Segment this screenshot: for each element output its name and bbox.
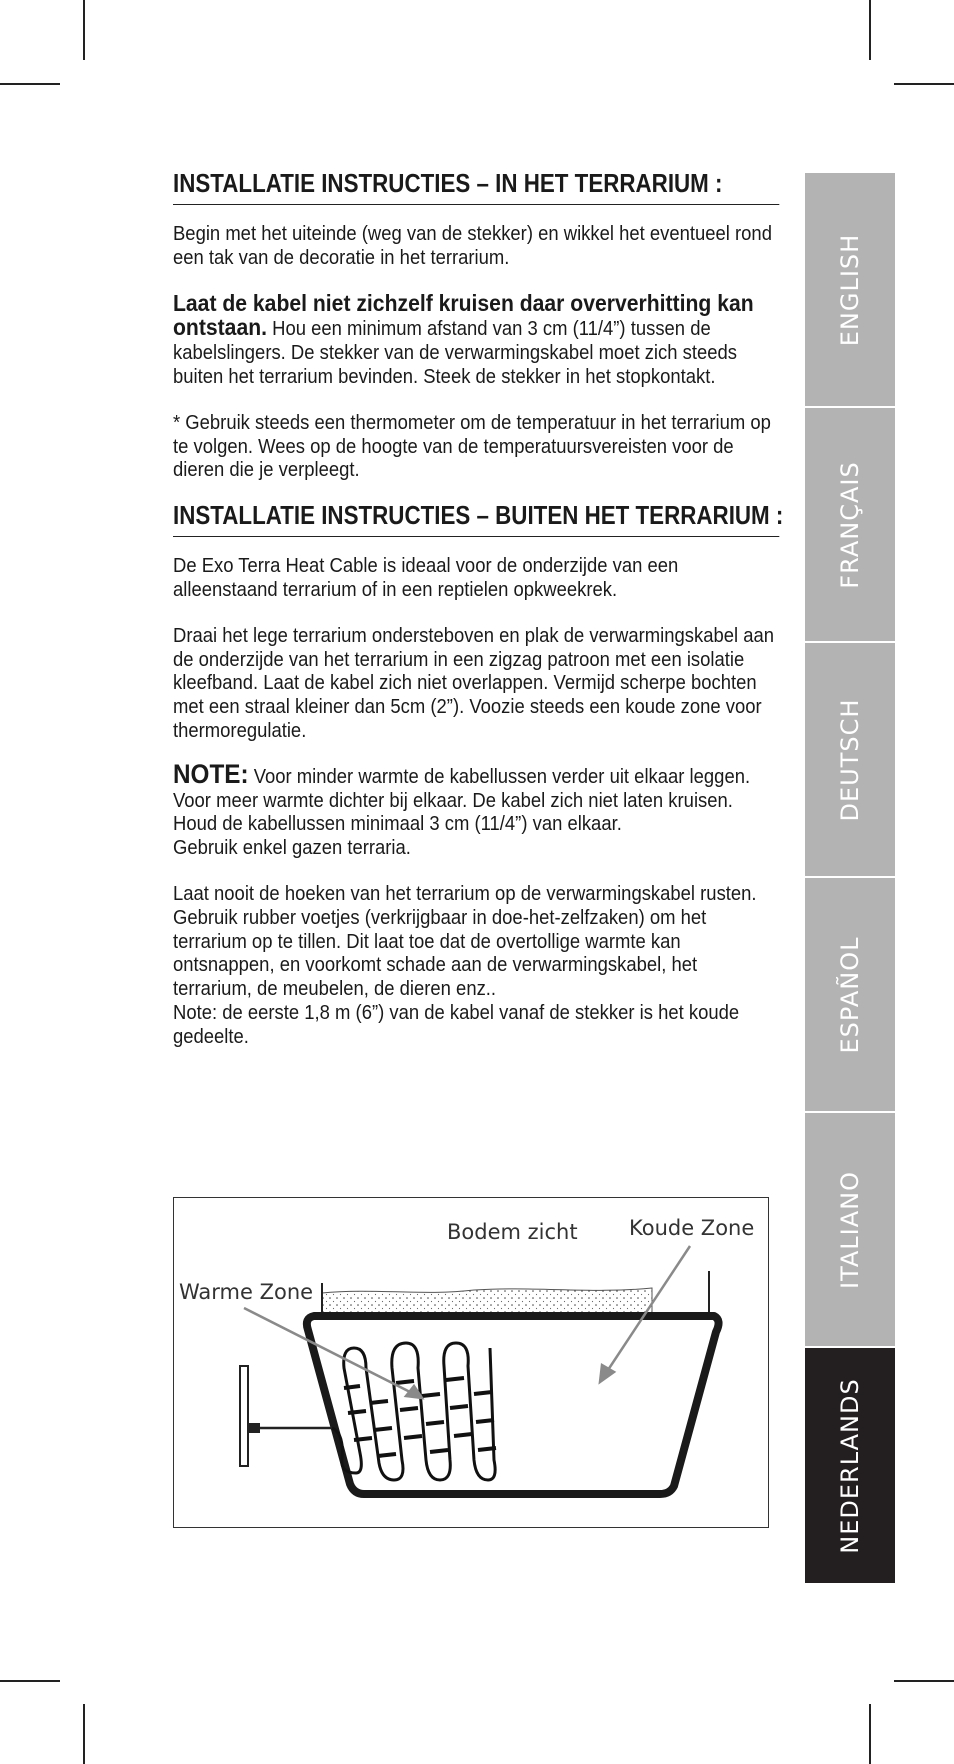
crop-mark	[83, 0, 85, 60]
crop-mark	[869, 1704, 871, 1764]
substrate	[322, 1288, 652, 1316]
paragraph: Draai het lege terrarium ondersteboven en plak de verwarmingskabel aan de onderzijde van het terrarium in een zigzag patroon met een isolatie kleefband. Laat de kabel zich niet overlappen. Vermijd scherpe bochten met een straal kleiner dan 5cm (2”). Voozie steeds een koude zone voor thermoregulatie.	[173, 623, 774, 742]
terrarium-illustration	[174, 1198, 770, 1529]
tank-outline	[307, 1316, 719, 1494]
crop-mark	[0, 1680, 60, 1682]
tab-francais[interactable]	[805, 408, 895, 643]
crop-mark	[869, 0, 871, 60]
section-heading-outside: INSTALLATIE INSTRUCTIES – BUITEN HET TERRARIUM :	[173, 500, 780, 537]
crop-mark	[83, 1704, 85, 1764]
terrarium-figure	[173, 1197, 769, 1528]
warning-bold: Laat de kabel niet zichzelf kruisen daar oververhitting kan ontstaan.	[173, 289, 754, 341]
paragraph-warning	[173, 289, 780, 389]
tab-label: ESPAÑOL	[836, 936, 864, 1053]
tab-label: ITALIANO	[836, 1170, 864, 1289]
language-tabs	[805, 173, 895, 1583]
paragraph-note-line2: Gebruik enkel gazen terraria.	[173, 836, 411, 860]
paragraph-note	[173, 758, 780, 836]
warning-text: Hou een minimum afstand van 3 cm (11/4”) tussen de kabelslingers. De stekker van de verwarmingskabel moet zich steeds buiten het terrarium bevinden. Steek de stekker in het stopkontakt.	[173, 317, 738, 388]
note-label: NOTE:	[173, 758, 249, 789]
label-cold-zone: Koude Zone	[629, 1216, 755, 1240]
section-heading-inside: INSTALLATIE INSTRUCTIES – IN HET TERRARIUM :	[173, 168, 780, 205]
label-warm-zone: Warme Zone	[179, 1280, 314, 1304]
tab-espanol[interactable]	[805, 878, 895, 1113]
paragraph: Laat nooit de hoeken van het terrarium op de verwarmingskabel rusten. Gebruik rubber voetjes (verkrijgbaar in doe-het-zelfzaken) om het terrarium op te tillen. Dit laat toe dat de overtollige warmte kan ontsnappen, en voorkomt schade aan de verwarmingskabel, het terrarium, de meubelen, de dieren enz..	[173, 881, 757, 1001]
paragraph-thermometer: * Gebruik steeds een thermometer om de temperatuur in het terrarium op te volgen. Wees op de hoogte van de temperatuursvereisten voor de dieren die je verpleegt.	[173, 410, 771, 482]
note-text: Voor minder warmte de kabellussen verder uit elkaar leggen. Voor meer warmte dichter bij elkaar. De kabel zich niet laten kruisen. Houd de kabellussen minimaal 3 cm (11/4”) van elkaar.	[173, 764, 751, 836]
crop-mark	[0, 83, 60, 85]
crop-mark	[894, 83, 954, 85]
paragraph: Begin met het uiteinde (weg van de stekker) en wikkel het eventueel rond een tak van de decoratie in het terrarium.	[173, 222, 772, 269]
tab-deutsch[interactable]	[805, 643, 895, 878]
tab-label: NEDERLANDS	[836, 1377, 864, 1554]
tab-label: ENGLISH	[836, 233, 864, 346]
paragraph-cold-part: Note: de eerste 1,8 m (6”) van de kabel vanaf de stekker is het koude gedeelte.	[173, 1000, 740, 1048]
tab-nederlands[interactable]	[805, 1348, 895, 1583]
label-bottom-view: Bodem zicht	[447, 1220, 578, 1244]
paragraph: De Exo Terra Heat Cable is ideaal voor de onderzijde van een alleenstaand terrarium of in een reptielen opkweekrek.	[173, 554, 679, 601]
main-content	[173, 168, 784, 1049]
tab-label: FRANÇAIS	[836, 460, 864, 589]
tab-label: DEUTSCH	[836, 698, 864, 821]
tab-italiano[interactable]	[805, 1113, 895, 1348]
crop-mark	[894, 1680, 954, 1682]
tab-english[interactable]	[805, 173, 895, 408]
